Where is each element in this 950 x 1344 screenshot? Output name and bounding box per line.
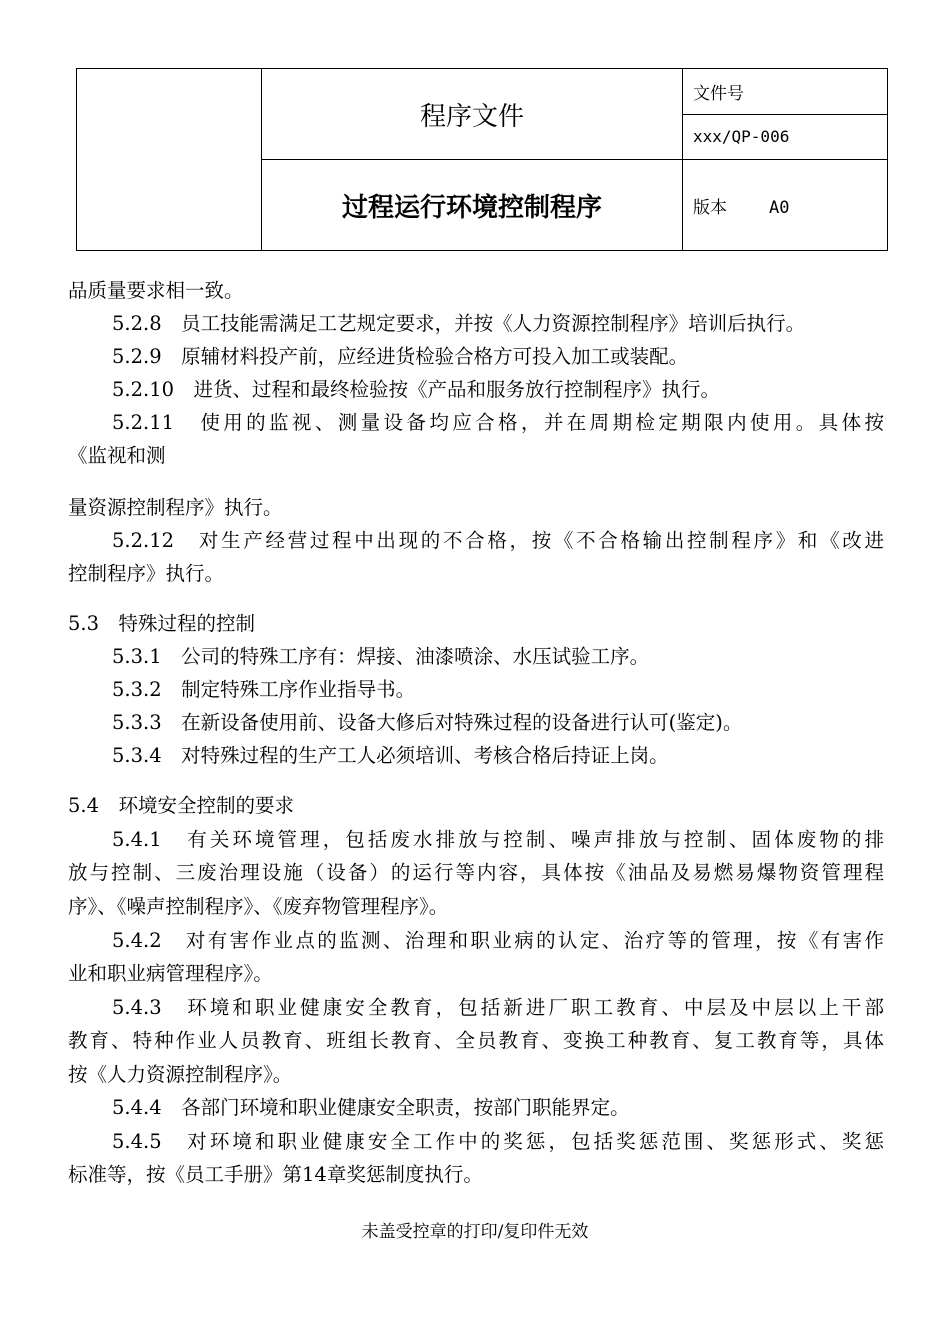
body-line: 控制程序》执行。 [68, 562, 225, 585]
document-header-table [76, 68, 888, 251]
body-line: 5.3.1 公司的特殊工序有：焊接、油漆喷涂、水压试验工序。 [112, 645, 650, 668]
logo-cell [77, 69, 262, 251]
version-cell [683, 160, 888, 251]
body-line: 5.2.12 对生产经营过程中出现的不合格，按《不合格输出控制程序》和《改进 [112, 529, 884, 552]
body-line: 5.3.3 在新设备使用前、设备大修后对特殊过程的设备进行认可(鉴定)。 [112, 711, 743, 734]
body-line: 5.4.5 对环境和职业健康安全工作中的奖惩，包括奖惩范围、奖惩形式、奖惩 [112, 1130, 884, 1153]
section-heading: 5.3 特殊过程的控制 [68, 612, 256, 635]
body-line: 5.4.2 对有害作业点的监测、治理和职业病的认定、治疗等的管理，按《有害作 [112, 929, 884, 952]
doc-title: 过程运行环境控制程序 [262, 160, 683, 251]
body-line: 5.2.10 进货、过程和最终检验按《产品和服务放行控制程序》执行。 [112, 378, 721, 401]
body-line: 量资源控制程序》执行。 [68, 496, 283, 519]
version-value: A0 [769, 197, 790, 218]
body-line: 5.2.9 原辅材料投产前，应经进货检验合格方可投入加工或装配。 [112, 345, 689, 368]
footer-notice: 未盖受控章的打印/复印件无效 [361, 1222, 589, 1242]
body-line: 业和职业病管理程序》。 [68, 962, 273, 985]
body-line: 教育、特种作业人员教育、班组长教育、全员教育、变换工种教育、复工教育等，具体 [68, 1029, 884, 1052]
section-heading: 5.4 环境安全控制的要求 [68, 794, 295, 817]
body-line: 标准等，按《员工手册》第14章奖惩制度执行。 [68, 1163, 483, 1186]
body-line: 5.4.1 有关环境管理，包括废水排放与控制、噪声排放与控制、固体废物的排 [112, 828, 884, 851]
body-line: 放与控制、三废治理设施（设备）的运行等内容，具体按《油品及易燃易爆物资管理程 [68, 861, 884, 884]
body-line: 序》、《噪声控制程序》、《废弃物管理程序》。 [68, 895, 449, 918]
body-line: 5.4.3 环境和职业健康安全教育，包括新进厂职工教育、中层及中层以上干部 [112, 996, 884, 1019]
version-label: 版本 [693, 197, 727, 218]
doc-no-value: xxx/QP-006 [683, 114, 888, 160]
body-line: 5.2.8 员工技能需满足工艺规定要求，并按《人力资源控制程序》培训后执行。 [112, 312, 806, 335]
body-line: 5.3.2 制定特殊工序作业指导书。 [112, 678, 416, 701]
body-line: 5.2.11 使用的监视、测量设备均应合格，并在周期检定期限内使用。具体按 [112, 411, 884, 434]
body-line: 5.4.4 各部门环境和职业健康安全职责，按部门职能界定。 [112, 1096, 630, 1119]
body-line: 按《人力资源控制程序》。 [68, 1063, 293, 1086]
doc-type: 程序文件 [262, 69, 683, 160]
body-line: 5.3.4 对特殊过程的生产工人必须培训、考核合格后持证上岗。 [112, 744, 669, 767]
doc-no-label: 文件号 [683, 69, 888, 115]
body-line: 品质量要求相一致。 [68, 279, 244, 302]
body-line: 《监视和测 [68, 444, 166, 467]
